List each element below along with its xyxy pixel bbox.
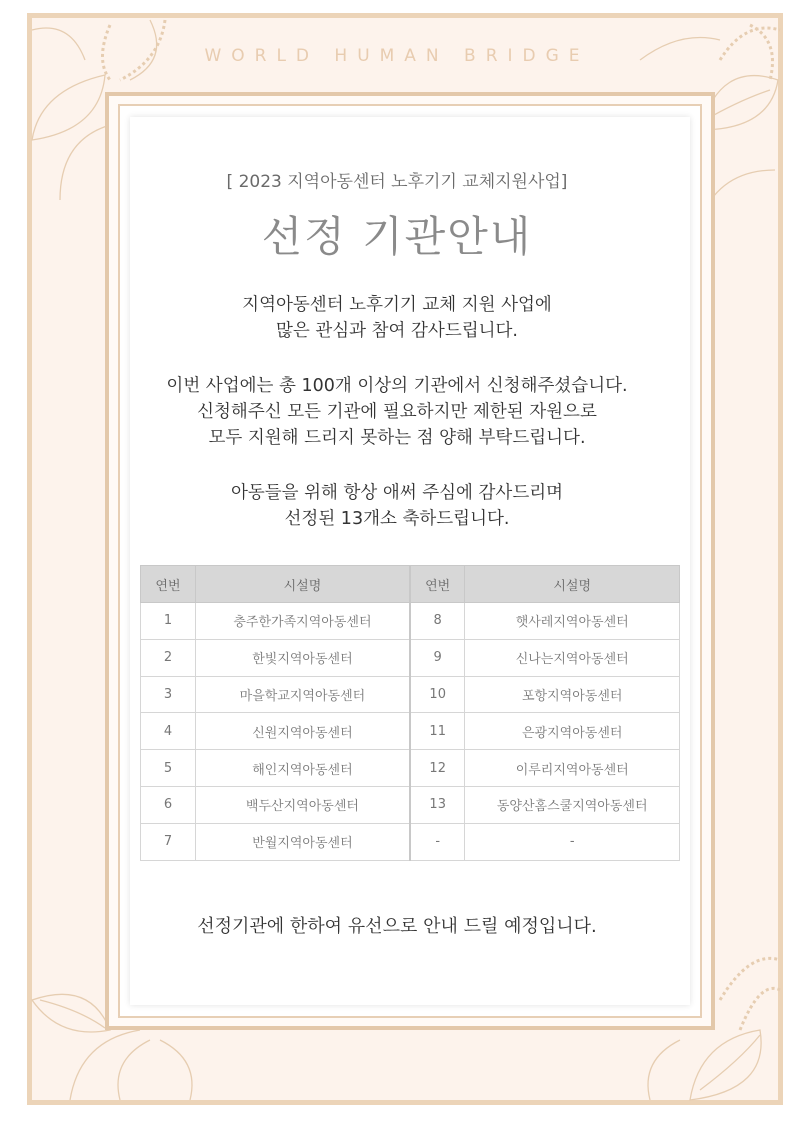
cell-facility: 마을학교지역아동센터 <box>195 676 410 713</box>
cell-number: 13 <box>410 786 465 823</box>
cell-facility: 백두산지역아동센터 <box>195 786 410 823</box>
cell-number: 1 <box>141 603 196 640</box>
paragraph-thanks <box>0 292 794 344</box>
cell-facility: 반월지역아동센터 <box>195 823 410 860</box>
cell-facility: 햇사레지역아동센터 <box>465 603 680 640</box>
facility-table <box>140 565 680 861</box>
header-facility: 시설명 <box>195 566 410 603</box>
cell-facility: 한빛지역아동센터 <box>195 639 410 676</box>
cell-facility: 해인지역아동센터 <box>195 750 410 787</box>
cell-facility: 포항지역아동센터 <box>465 676 680 713</box>
text-line: 많은 관심과 참여 감사드립니다. <box>275 321 518 341</box>
text-line: 이번 사업에는 총 100개 이상의 기관에서 신청해주셨습니다. <box>166 376 628 396</box>
text-line: 신청해주신 모든 기관에 필요하지만 제한된 자원으로 <box>197 402 597 422</box>
cell-number: 10 <box>410 676 465 713</box>
cell-facility: 은광지역아동센터 <box>465 713 680 750</box>
cell-number: 4 <box>141 713 196 750</box>
text-line: 모두 지원해 드리지 못하는 점 양해 부탁드립니다. <box>208 428 586 448</box>
closing-notice: 선정기관에 한하여 유선으로 안내 드릴 예정입니다. <box>197 916 597 937</box>
cell-facility: 신나는지역아동센터 <box>465 639 680 676</box>
header-facility: 시설명 <box>465 566 680 603</box>
text-line: 아동들을 위해 항상 애써 주심에 감사드리며 <box>230 483 564 503</box>
cell-number: 9 <box>410 639 465 676</box>
table-row <box>141 639 680 676</box>
table-header-row <box>141 566 680 603</box>
cell-number: - <box>410 823 465 860</box>
page-title: 선정 기관안내 <box>261 212 533 261</box>
cell-number: 11 <box>410 713 465 750</box>
cell-facility: 신원지역아동센터 <box>195 713 410 750</box>
cell-number: 6 <box>141 786 196 823</box>
header-number: 연번 <box>141 566 196 603</box>
cell-number: 8 <box>410 603 465 640</box>
table-row <box>141 823 680 860</box>
table-row <box>141 713 680 750</box>
cell-facility: 충주한가족지역아동센터 <box>195 603 410 640</box>
brand-header: WORLD HUMAN BRIDGE <box>204 46 590 66</box>
text-line: 지역아동센터 노후기기 교체 지원 사업에 <box>242 295 552 315</box>
table-row <box>141 603 680 640</box>
project-subtitle: [ 2023 지역아동센터 노후기기 교체지원사업] <box>226 172 568 192</box>
cell-number: 3 <box>141 676 196 713</box>
text-line: 선정된 13개소 축하드립니다. <box>284 509 510 529</box>
header-number: 연번 <box>410 566 465 603</box>
paragraph-congrats <box>0 480 794 532</box>
cell-number: 7 <box>141 823 196 860</box>
table-row <box>141 750 680 787</box>
cell-number: 2 <box>141 639 196 676</box>
table-row <box>141 786 680 823</box>
cell-facility: 동양산홈스쿨지역아동센터 <box>465 786 680 823</box>
cell-number: 5 <box>141 750 196 787</box>
cell-facility: 이루리지역아동센터 <box>465 750 680 787</box>
paragraph-apology <box>0 373 794 451</box>
cell-number: 12 <box>410 750 465 787</box>
table-row <box>141 676 680 713</box>
cell-facility: - <box>465 823 680 860</box>
